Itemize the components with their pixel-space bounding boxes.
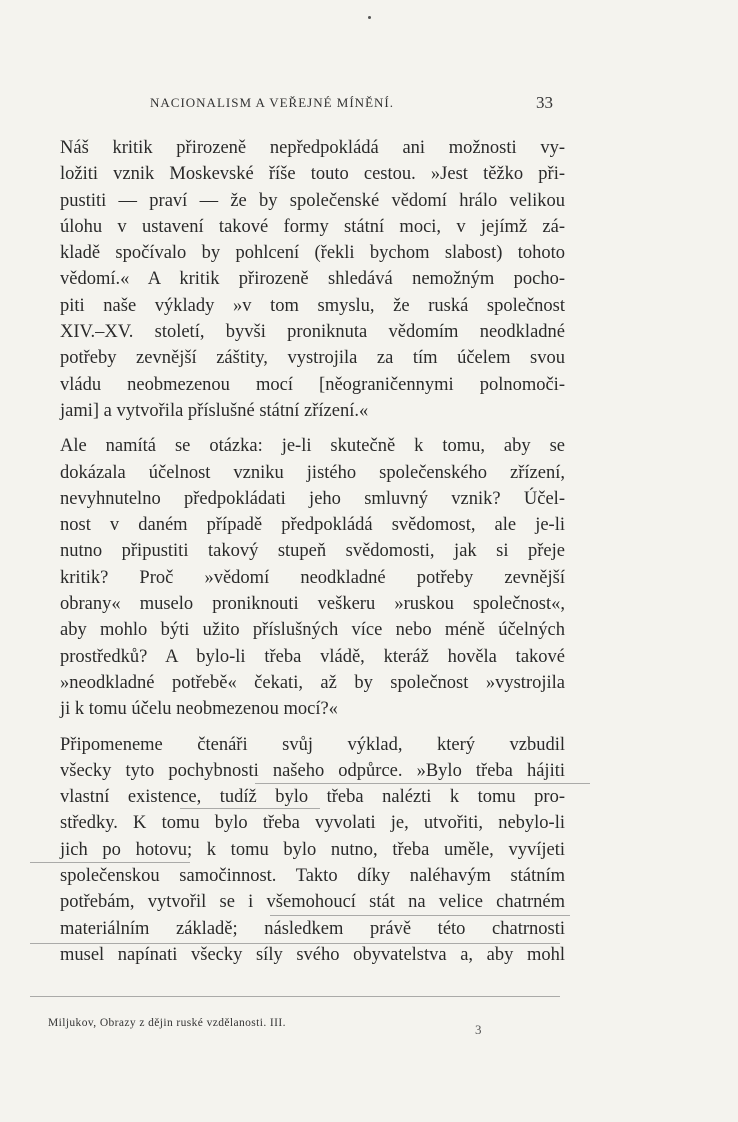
text-line: »neodkladné potřebě« čekati, až by společnost »vystrojila [60, 672, 565, 693]
pencil-underline [30, 862, 190, 863]
text-line: nost v daném případě předpokládá svědomost, ale je-li [60, 515, 565, 536]
text-line: piti naše výklady »v tom smyslu, že ruská společnost [60, 295, 565, 316]
text-line: kritik? Proč »vědomí neodkladné potřeby zevnější [60, 567, 565, 588]
text-line: obrany« muselo proniknouti veškeru »ruskou společnost«, [60, 594, 565, 615]
text-line: ložiti vznik Moskevské říše touto cestou. »Jest těžko při- [60, 164, 565, 185]
signature-line: Miljukov, Obrazy z dějin ruské vzdělanosti. III. [48, 1017, 286, 1029]
text-line: Náš kritik přirozeně nepředpokládá ani možnosti vy- [60, 138, 565, 158]
text-line: středky. K tomu bylo třeba vyvolati je, utvořiti, nebylo-li [60, 813, 565, 834]
text-line: materiálním základě; následkem právě této chatrnosti [60, 918, 565, 939]
pencil-underline [30, 943, 560, 944]
text-line: Ale namítá se otázka: je-li skutečně k tomu, aby se [60, 436, 565, 457]
text-line: nutno připustiti takový stupeň svědomosti, jak si přeje [60, 541, 565, 562]
paragraph-3 [20, 732, 565, 969]
pencil-underline [270, 915, 570, 916]
text-line: jich po hotovu; k tomu bylo nutno, třeba uměle, vyvíjeti [60, 839, 565, 860]
text-line: prostředků? A bylo-li třeba vládě, kteráž hověla takové [60, 646, 565, 667]
text-line: dokázala účelnost vzniku jistého společenského zřízení, [60, 462, 565, 483]
text-line: potřeby zevnější záštity, vystrojila za tím účelem svou [60, 348, 565, 369]
page-body [20, 135, 565, 968]
text-line: XIV.–XV. století, byvši proniknuta vědomím neodkladné [60, 322, 565, 343]
text-line: aby mohlo býti užito příslušných více nebo méně účelných [60, 620, 565, 641]
pencil-underline [255, 783, 590, 784]
text-line: vědomí.« A kritik přirozeně shledává nemožným pocho- [60, 269, 565, 290]
running-header: NACIONALISM A VEŘEJNÉ MÍNĚNÍ. [150, 95, 394, 110]
text-line: musel napínati všecky síly svého obyvatelstva a, aby mohl [60, 944, 565, 965]
pencil-underline [30, 996, 560, 997]
paragraph-2 [20, 433, 565, 722]
text-line: úlohu v ustavení takové formy státní moci, v jejímž zá- [60, 216, 565, 237]
text-line: vlastní existence, tudíž bylo třeba nalézti k tomu pro- [60, 787, 565, 808]
text-line: Připomeneme čtenáři svůj výklad, který vzbudil [60, 734, 565, 755]
ink-speck [368, 16, 371, 19]
paragraph-1 [20, 135, 565, 424]
text-line: potřebám, vytvořil se i všemohoucí stát na velice chatrném [60, 892, 565, 913]
text-line: vládu neobmezenou mocí [něograničennymi polnomoči- [60, 374, 565, 395]
text-line: všecky tyto pochybnosti našeho odpůrce. »Bylo třeba hájiti [60, 760, 565, 781]
text-line: ji k tomu účelu neobmezenou mocí?« [60, 699, 338, 720]
text-line: kladě spočívalo by pohlcení (řekli bychom slabost) tohoto [60, 243, 565, 264]
text-line: jami] a vytvořila příslušné státní zřízení.« [60, 400, 369, 421]
pencil-underline [180, 808, 320, 809]
text-line: pustiti — praví — že by společenské vědomí hrálo velikou [60, 190, 565, 211]
text-line: společenskou samočinnost. Takto díky naléhavým státním [60, 866, 565, 887]
page-number: 33 [536, 93, 553, 112]
text-line: nevyhnutelno předpokládati jeho smluvný vznik? Účel- [60, 488, 565, 509]
sheet-number: 3 [475, 1022, 482, 1037]
